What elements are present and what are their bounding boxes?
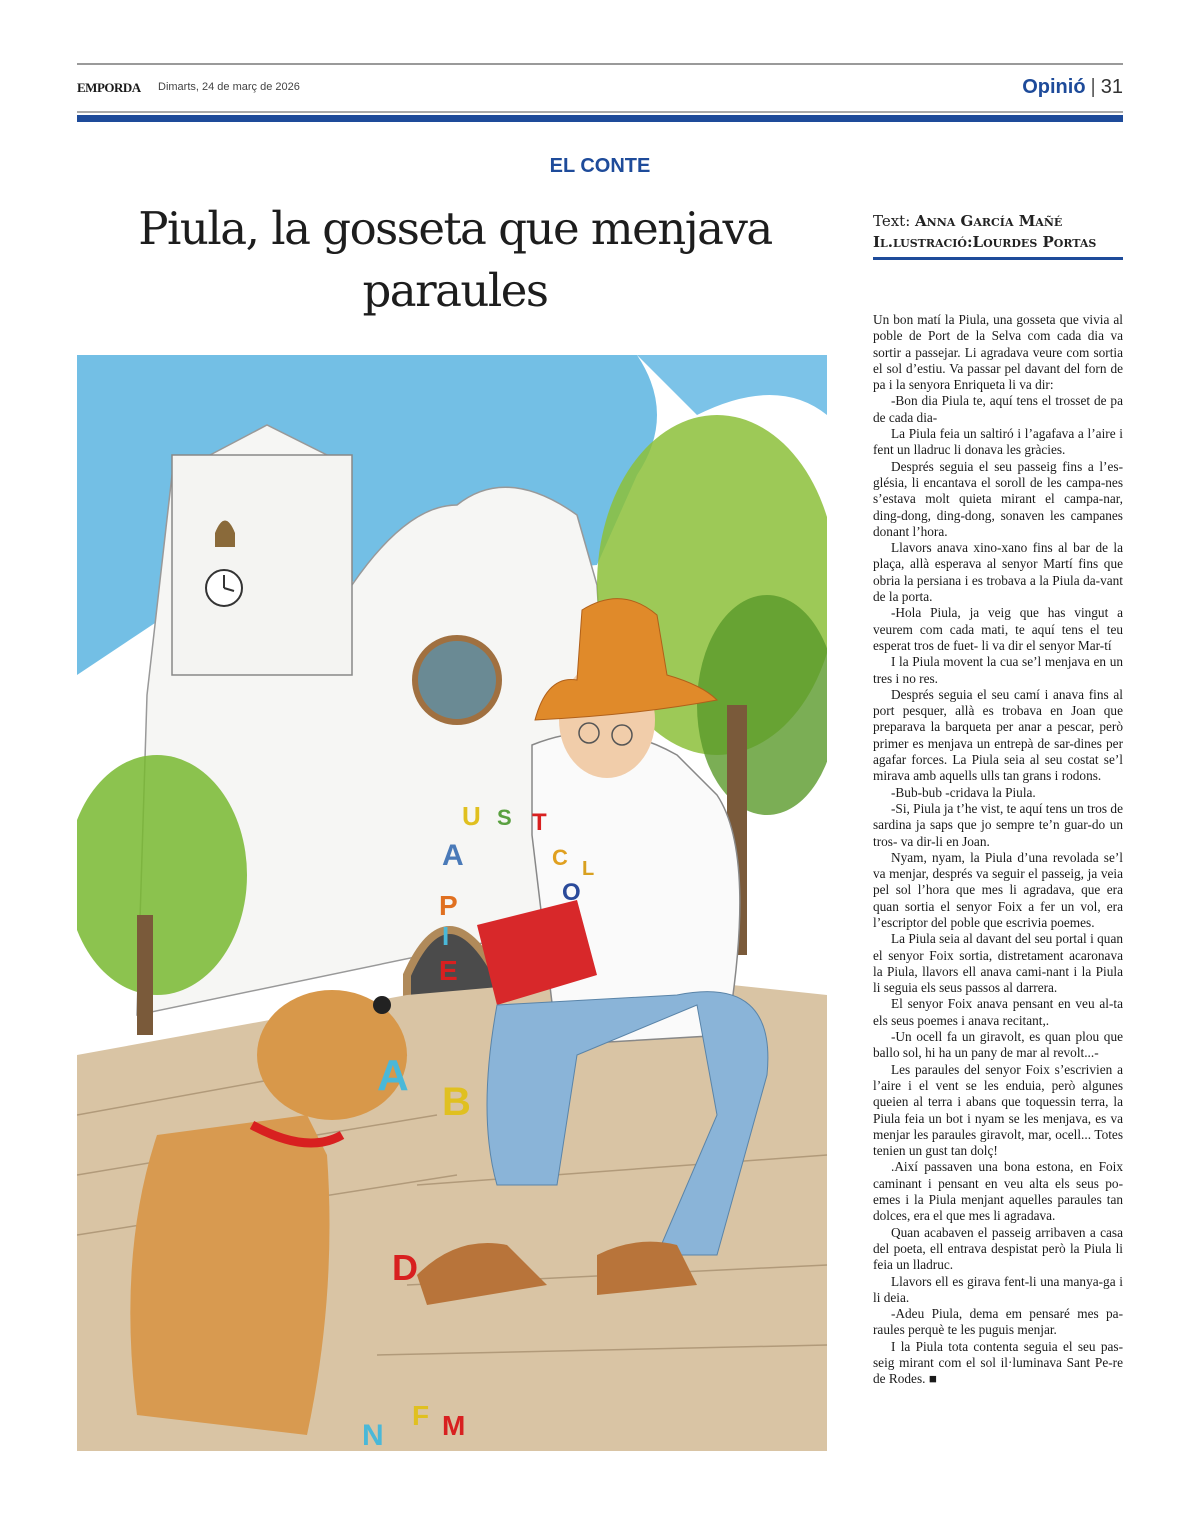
issue-date: Dimarts, 24 de març de 2026: [158, 81, 300, 93]
separator: |: [1090, 76, 1096, 98]
article-title: Piula, la gosseta que menjava paraules: [138, 202, 772, 317]
header-band: [77, 115, 1123, 122]
article-paragraph: I la Piula movent la cua se’l menjava en un tres i no res.: [873, 654, 1123, 686]
top-rule: [77, 63, 1123, 65]
svg-text:M: M: [442, 1410, 466, 1441]
article-paragraph: Llavors ell es girava fent-li una manya-ga i li deia.: [873, 1273, 1123, 1305]
svg-text:A: A: [442, 839, 464, 872]
svg-text:U: U: [462, 801, 481, 831]
dog-body: [130, 1115, 329, 1435]
article-paragraph: -Bub-bub -cridava la Piula.: [891, 784, 1036, 800]
article-kicker: EL CONTE: [549, 155, 651, 177]
article-paragraph: Llavors anava xino-xano fins al bar de la plaça, allà esperava al senyor Martí fins que obria la persiana i es trobava a la Piula da-vant de la porta.: [873, 540, 1123, 605]
svg-text:F: F: [412, 1400, 430, 1431]
article-credits: [873, 211, 1123, 260]
article-paragraph: -Bon dia Piula te, aquí tens el trosset de pa de cada dia-: [873, 393, 1123, 425]
svg-text:B: B: [442, 1080, 471, 1124]
article-paragraph: El senyor Foix anava pensant en veu al-ta els seus poemes i anava recitant,.: [873, 996, 1123, 1028]
article-paragraph: Un bon matí la Piula, una gosseta que vivia al poble de Port de la Selva com cada dia va sortir a passejar. Li agradava veure com sortia el sol d’estiu. Va passar pel davant del forn de pa i la senyora Enriqueta li va dir:: [873, 312, 1123, 393]
svg-text:S: S: [497, 805, 512, 830]
story-illustration: [77, 355, 827, 1451]
rose-window: [415, 638, 499, 722]
illustration-credit-label: Il.lustració:: [873, 233, 973, 251]
svg-text:A: A: [377, 1051, 409, 1100]
article-paragraph: -Hola Piula, ja veig que has vingut a veurem com cada mati, te aquí tens el teu esperat tros de fuet- li va dir el senyor Mar-tí: [873, 605, 1123, 653]
svg-text:T: T: [532, 809, 547, 836]
text-author: Anna García Mañé: [915, 212, 1063, 230]
article-paragraph: -Si, Piula ja t’he vist, te aquí tens un tros de sardina ja saps que jo sempre te’n guar-do un tros- va dir-li en Joan.: [873, 800, 1123, 849]
section-name: Opinió: [1022, 76, 1086, 98]
text-credit: [873, 211, 1123, 232]
svg-text:C: C: [552, 845, 568, 870]
article-paragraph: -Adeu Piula, dema em pensaré mes pa-raules perquè te les puguis menjar.: [873, 1306, 1123, 1338]
article-paragraph: Nyam, nyam, la Piula d’una revolada se’l va menjar, després va seguir el passeig, ja veia pel sol l’hora que mes li agradava, que era quan sortia el senyor Foix a fer un vol, era l’escriptor del poble que escrivia poemes.: [873, 849, 1123, 930]
illustration-author: Lourdes Portas: [972, 233, 1097, 251]
header-rule: [77, 111, 1123, 113]
svg-text:P: P: [439, 890, 458, 921]
text-credit-label: Text:: [873, 212, 911, 230]
section-label: [1022, 76, 1123, 99]
article-paragraph: .Així passaven una bona estona, en Foix caminant i pensant en veu alta els seus po-emes i la Piula menjant aquelles paraules tan dolces, era el que mes li agradava.: [873, 1159, 1123, 1224]
illustration-credit: [873, 232, 1123, 253]
svg-text:E: E: [439, 955, 458, 986]
article-paragraph: Després seguia el seu camí i anava fins al port pesquer, allà es trobava en Joan que preparava la barqueta per anar a pescar, però primer es menjava un entrepà de sar-dines per agafar forces. La Piula seia al seu costat se’l mirava amb aquells ulls tan grans i rodons.: [873, 686, 1123, 784]
article-paragraph: Després seguia el seu passeig fins a l’es-glésia, li encantava el soroll de les campa-nes s’estava molt quieta mirant el campa-nar, ding-dong, ding-dong, sonaven les campanes donant l’hora.: [873, 458, 1123, 539]
article-body: [873, 312, 1123, 1388]
article-paragraph: Quan acabaven el passeig arribaven a casa del poeta, ell entrava despistat però la Piula li feia un lladruc.: [873, 1224, 1123, 1273]
article-paragraph: La Piula feia un saltiró i l’agafava a l’aire i fent un lladruc li donava les gràcies.: [873, 426, 1123, 458]
svg-text:N: N: [362, 1419, 384, 1451]
page-number: 31: [1100, 76, 1123, 98]
svg-text:D: D: [392, 1247, 418, 1288]
svg-text:O: O: [562, 879, 581, 906]
article-paragraph: I la Piula tota contenta seguia el seu pas-seig mirant com el sol il·luminava Sant Pe-re de Rodes. ■: [873, 1338, 1123, 1387]
article-paragraph: -Un ocell fa un giravolt, es quan plou que ballo sol, hi ha un pany de mar al revolt...-: [873, 1029, 1123, 1061]
article-paragraph: Les paraules del senyor Foix s’escrivien a l’aire i el vent se les enduia, però algunes queien al terra i abans que toquessin terra, la Piula feia un bot i nyam se les menjava, es va menjar les paraules giravolt, mar, ocell... Totes tenien un gust tan dolç!: [873, 1061, 1123, 1159]
masthead-logo: EMPORDA: [77, 80, 141, 95]
svg-text:L: L: [582, 858, 595, 880]
article-paragraph: La Piula seia al davant del seu portal i quan el senyor Foix sortia, distretament acaronava la Piula, llavors ell anava cami-nant i la Piula li seguia els seus passos al darrera.: [873, 931, 1123, 996]
svg-text:I: I: [442, 921, 450, 951]
bell-tower: [172, 455, 352, 675]
